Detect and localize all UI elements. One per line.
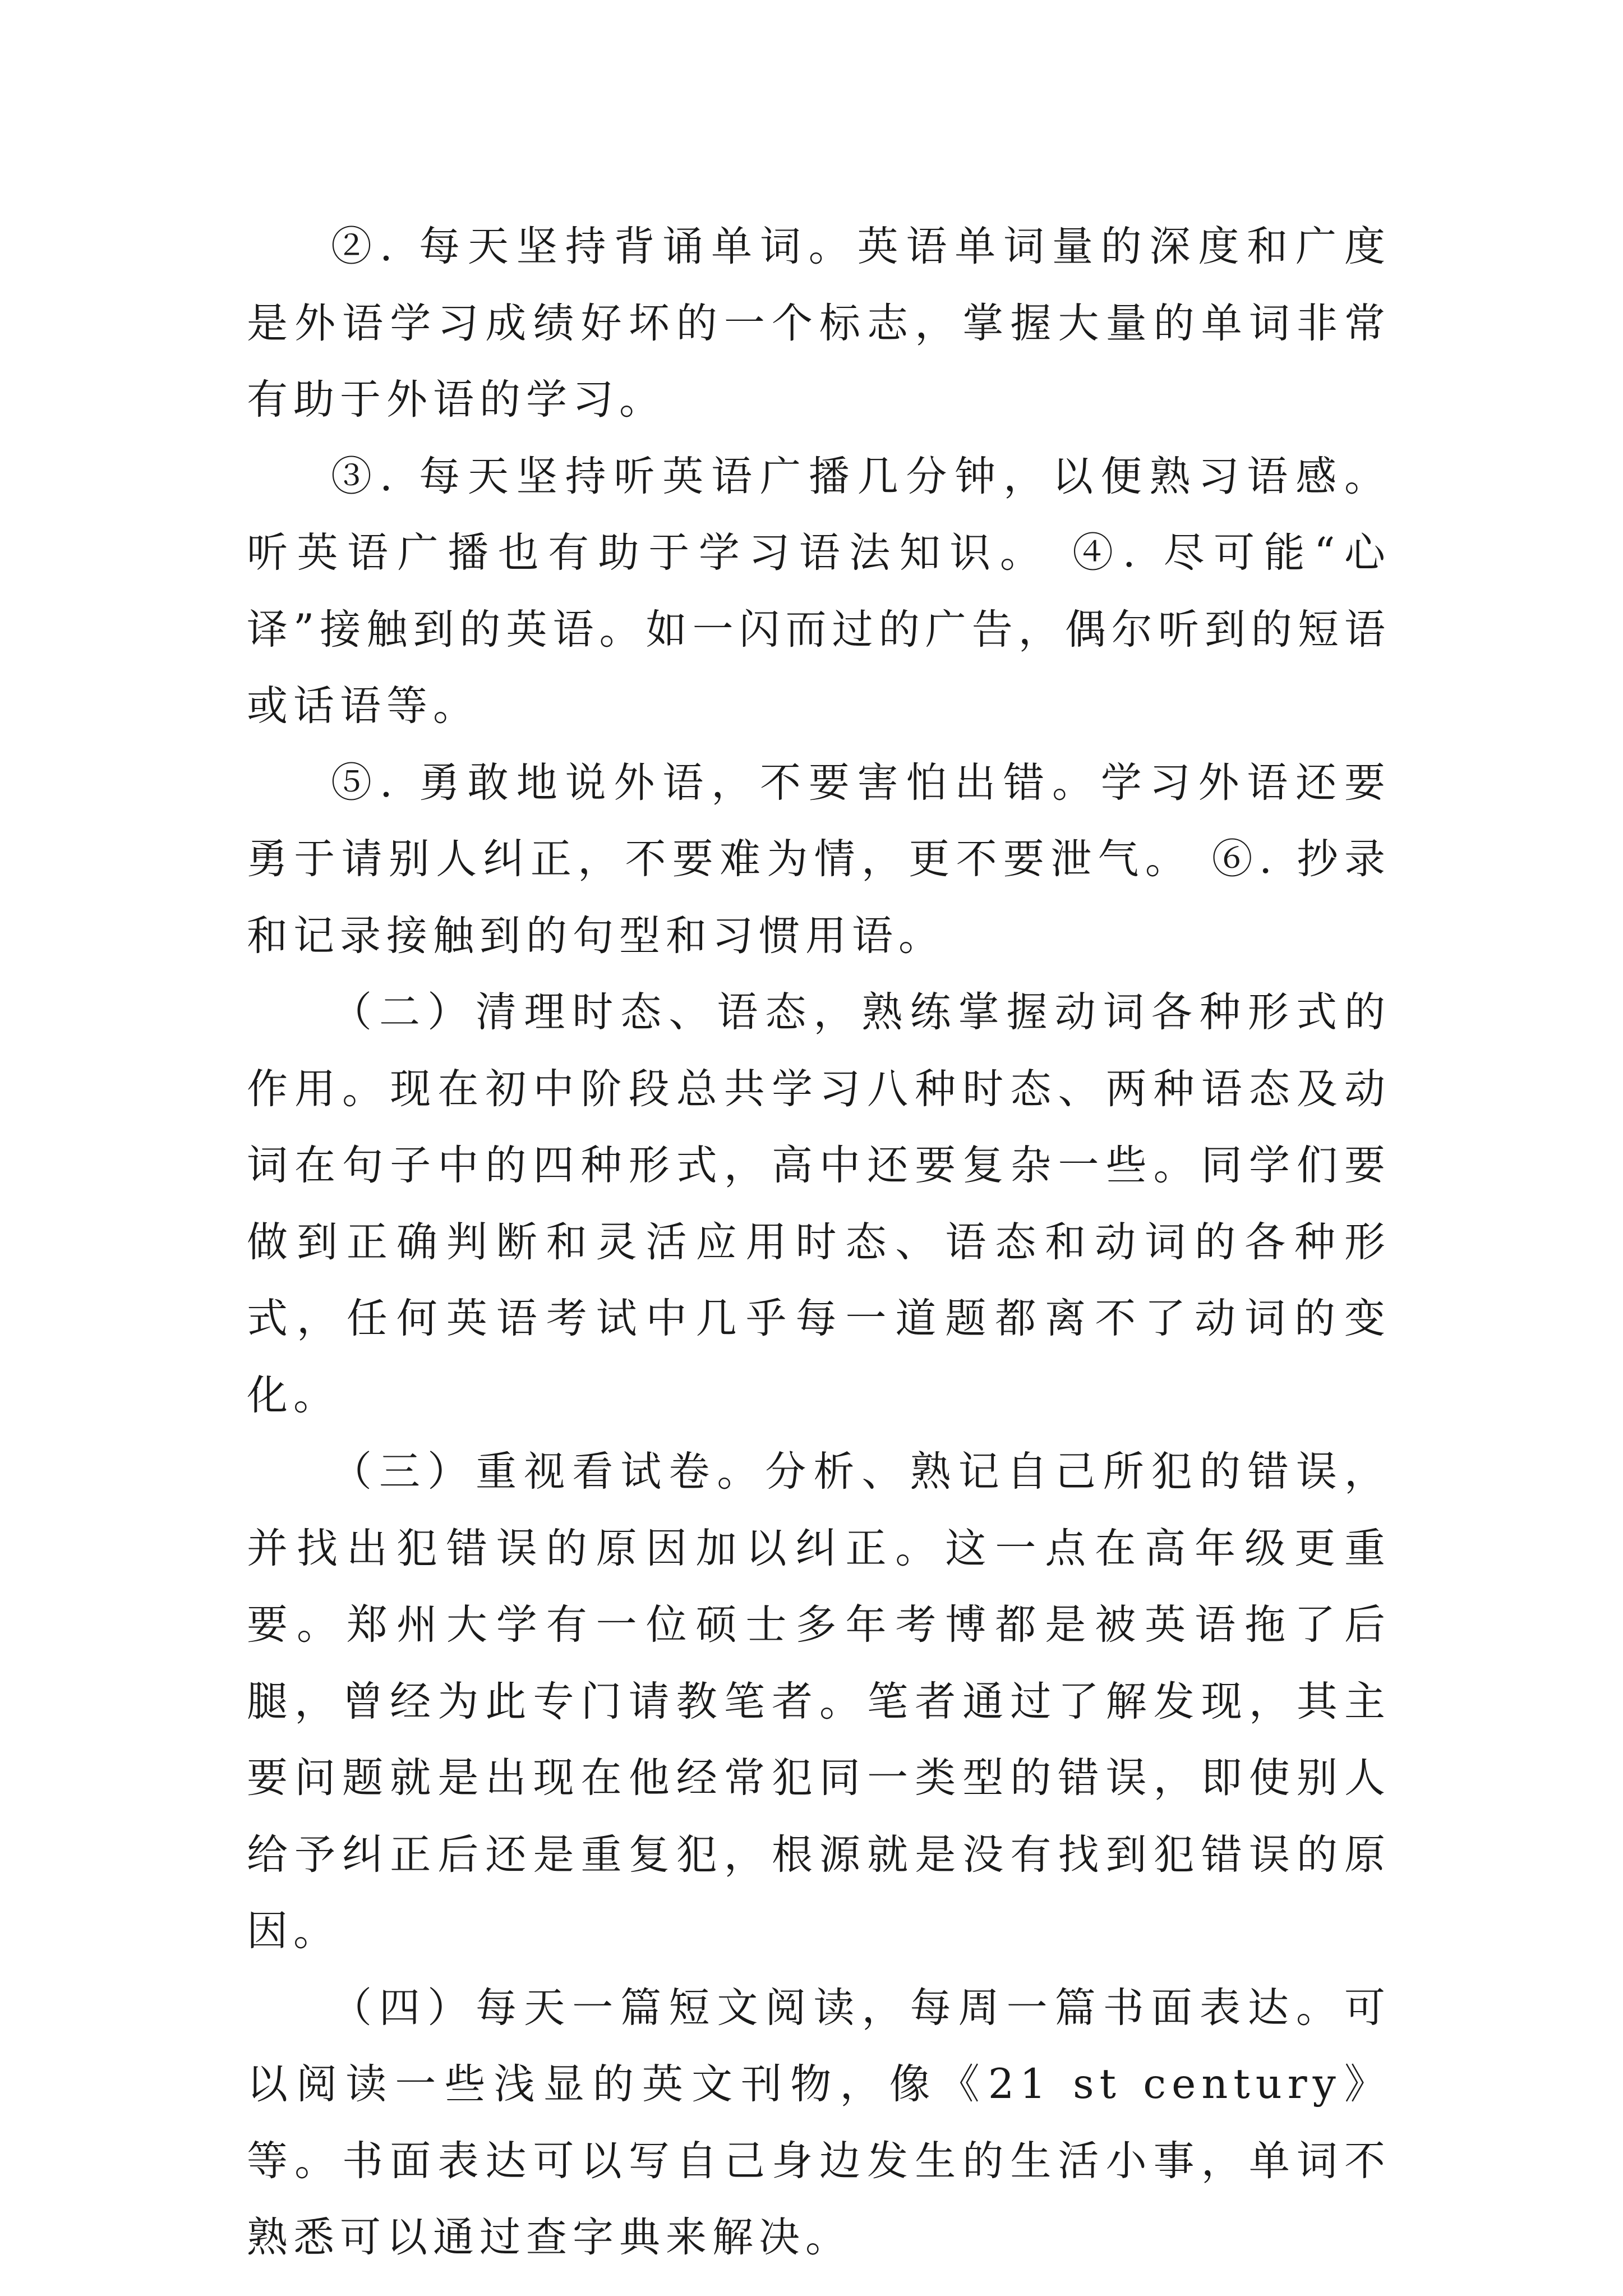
paragraph-speaking: ⑤. 勇敢地说外语，不要害怕出错。学习外语还要勇于请别人纠正，不要难为情，更不要泄气。 ⑥. 抄录和记录接触到的句型和习惯用语。 (247, 758, 1391, 960)
paragraph-vocabulary: ②. 每天坚持背诵单词。英语单词量的深度和广度是外语学习成绩好坏的一个标志，掌握大量的单词非常有助于外语的学习。 (247, 223, 1391, 424)
paragraph-reading-writing: （四）每天一篇短文阅读，每周一篇书面表达。可以阅读一些浅显的英文刊物，像《21 st century》等。书面表达可以写自己身边发生的生活小事，单词不熟悉可以通过查字典来解决。 (247, 1984, 1391, 2261)
paragraph-listening: ③. 每天坚持听英语广播几分钟，以便熟习语感。听英语广播也有助于学习语法知识。 ④. 尽可能“心译”接触到的英语。如一闪而过的广告，偶尔听到的短语或话语等。 (247, 452, 1391, 730)
paragraph-test-papers: （三）重视看试卷。分析、熟记自己所犯的错误，并找出犯错误的原因加以纠正。这一点在高年级更重要。郑州大学有一位硕士多年考博都是被英语拖了后腿，曾经为此专门请教笔者。笔者通过了解发现，其主要问题就是出现在他经常犯同一类型的错误，即使别人给予纠正后还是重复犯，根源就是没有找到犯错误的原因。 (247, 1448, 1391, 1955)
document-body (247, 209, 1391, 2276)
paragraph-tenses: （二）清理时态、语态，熟练掌握动词各种形式的作用。现在初中阶段总共学习八种时态、两种语态及动词在句子中的四种形式，高中还要复杂一些。同学们要做到正确判断和灵活应用时态、语态和动词的各种形式，任何英语考试中几乎每一道题都离不了动词的变化。 (247, 988, 1391, 1419)
